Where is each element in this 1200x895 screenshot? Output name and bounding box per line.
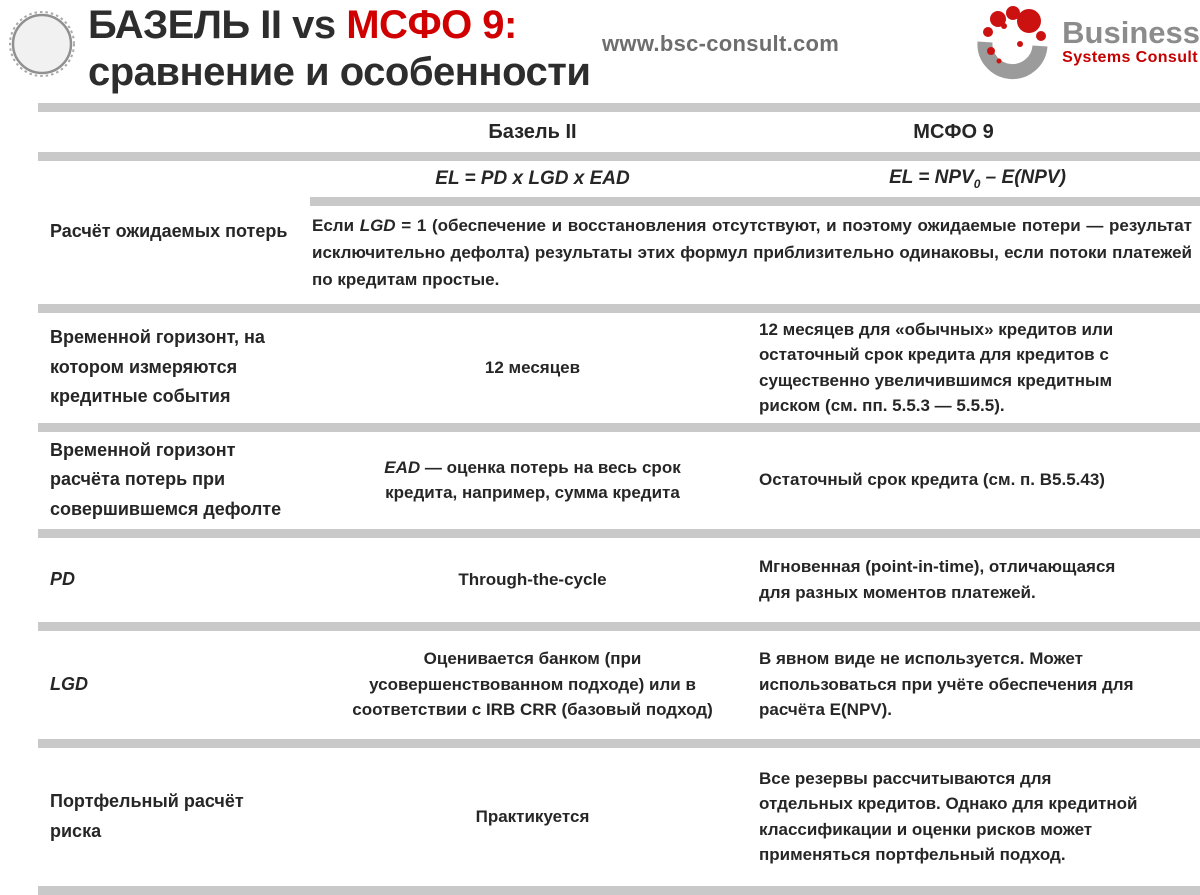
divider-bar	[38, 304, 1200, 313]
header-basel: Базель II	[488, 121, 577, 143]
row-label: Временной горизонт расчёта потерь при совершившемся дефолте	[50, 439, 282, 519]
title-subline: сравнение и особенности	[88, 49, 591, 94]
divider-bar	[38, 103, 1200, 112]
basel-cell: Through-the-cycle	[458, 569, 607, 589]
header-ifrs: МСФО 9	[913, 121, 994, 143]
basel-cell: 12 месяцев	[484, 357, 581, 377]
basel-formula: EL = PD x LGD x EAD	[435, 168, 630, 189]
basel-cell: EAD — оценка потерь на весь срок кредита, например, сумма кредита	[384, 457, 681, 503]
header-empty-cell	[38, 112, 310, 152]
divider-bar	[38, 622, 1200, 631]
divider-bar	[38, 529, 1200, 538]
formula-row	[310, 161, 1200, 197]
divider-bar	[38, 423, 1200, 432]
title-basel: БАЗЕЛЬ II	[88, 3, 282, 47]
row-pd	[38, 538, 1200, 622]
row-horizon-events	[38, 313, 1200, 423]
ifrs-formula: EL = $NPV_0 - E(NPV)$	[889, 167, 1066, 191]
ifrs-cell: В явном виде не используется. Может использоваться при учёте обеспечения для расчёта E(NPV).	[759, 649, 1134, 720]
basel-cell: Практикуется	[475, 806, 590, 826]
row-lgd	[38, 631, 1200, 739]
ifrs-cell: Остаточный срок кредита (см. п. В5.5.43)	[759, 470, 1105, 490]
merged-note: Если LGD = 1 (обеспечение и восстановления отсутствуют, и поэтому ожидаемые потери — результат исключительно дефолта) результаты этих формул приблизительно одинаковы, если потоки платежей по кредитам простые.	[312, 216, 1192, 289]
table-header-row	[38, 112, 1200, 152]
ifrs-cell: Все резервы рассчитываются для отдельных кредитов. Однако для кредитной классификации и оценки рисков может применяться портфельный подход.	[759, 768, 1138, 865]
row-label: Портфельный расчёт риска	[50, 790, 244, 841]
row-label: Временной горизонт, на котором измеряются кредитные события	[50, 327, 265, 407]
title-ifrs: МСФО 9:	[346, 3, 517, 47]
row-label: Расчёт ожидаемых потерь	[50, 221, 288, 242]
website-url: www.bsc-consult.com	[602, 31, 840, 56]
row-expected-loss	[38, 161, 1200, 304]
row-label: LGD	[50, 673, 88, 694]
brand-subtitle: Systems Consult	[1062, 49, 1198, 67]
divider-bar	[38, 152, 1200, 161]
divider-bar-inner	[310, 197, 1200, 206]
basel-cell: Оценивается банком (при усовершенствованном подходе) или в соответствии с IRB CRR (базовый подход)	[352, 649, 713, 720]
brand-logo	[970, 4, 1200, 80]
brand-name: Business	[1062, 14, 1200, 50]
ifrs-cell: Мгновенная (point-in-time), отличающаяся для разных моментов платежей.	[759, 557, 1116, 602]
company-logo-circle	[8, 8, 78, 85]
brand-mark-icon	[970, 4, 1058, 80]
row-label: PD	[50, 568, 76, 589]
ifrs-cell: 12 месяцев для «обычных» кредитов или остаточный срок кредита для кредитов с существенно увеличившимся кредитным риском (см. пп. 5.5.3 — 5.5.5).	[759, 319, 1114, 416]
divider-bar	[38, 739, 1200, 748]
comparison-table	[38, 103, 1200, 895]
row-horizon-default	[38, 432, 1200, 529]
page-title: БАЗЕЛЬ II vs МСФО 9: сравнение и особенности	[88, 3, 591, 94]
circle-badge-icon	[8, 8, 78, 80]
row-portfolio	[38, 748, 1200, 886]
